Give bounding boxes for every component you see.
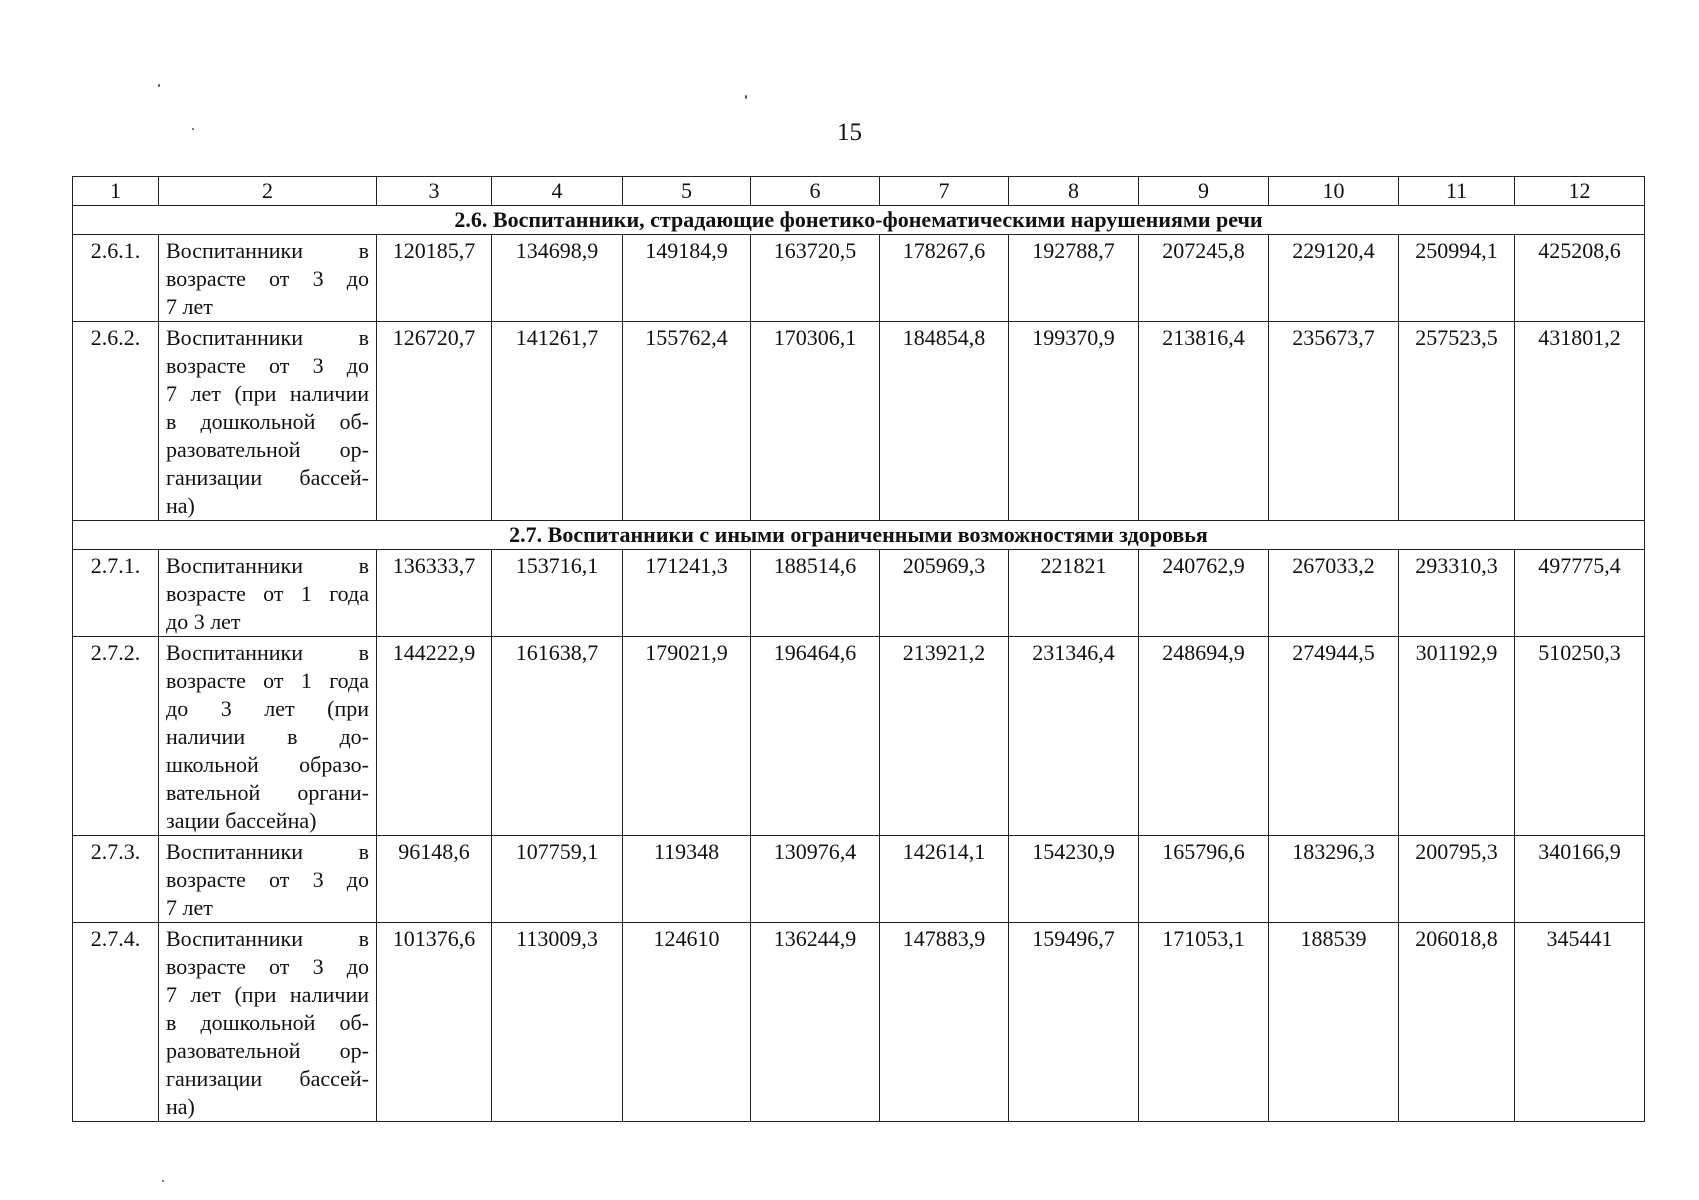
value-cell: 147883,9 <box>880 923 1009 1122</box>
value-cell: 159496,7 <box>1009 923 1139 1122</box>
table-row <box>73 637 1645 836</box>
column-number: 7 <box>880 177 1009 206</box>
row-code: 2.6.2. <box>73 322 159 521</box>
row-description <box>159 836 377 923</box>
value-cell: 154230,9 <box>1009 836 1139 923</box>
scan-speck <box>162 1180 164 1182</box>
value-cell: 235673,7 <box>1269 322 1399 521</box>
scan-speck <box>158 84 160 87</box>
value-cell: 257523,5 <box>1399 322 1515 521</box>
column-number: 10 <box>1269 177 1399 206</box>
value-cell: 120185,7 <box>377 235 492 322</box>
value-cell: 229120,4 <box>1269 235 1399 322</box>
description-line: Воспитанники в <box>166 640 369 665</box>
column-number: 12 <box>1515 177 1645 206</box>
description-line: разовательной ор- <box>166 437 369 462</box>
description-line: вательной органи- <box>166 780 369 805</box>
row-description <box>159 235 377 322</box>
description-line: 7 лет (при наличии <box>166 982 369 1007</box>
description-line: Воспитанники в <box>166 238 369 263</box>
row-code: 2.7.4. <box>73 923 159 1122</box>
description-line: на) <box>166 1094 195 1119</box>
description-line: разовательной ор- <box>166 1038 369 1063</box>
section-header-row <box>73 521 1645 550</box>
value-cell: 183296,3 <box>1269 836 1399 923</box>
value-cell: 205969,3 <box>880 550 1009 637</box>
value-cell: 250994,1 <box>1399 235 1515 322</box>
value-cell: 497775,4 <box>1515 550 1645 637</box>
value-cell: 130976,4 <box>751 836 880 923</box>
description-line: Воспитанники в <box>166 926 369 951</box>
value-cell: 431801,2 <box>1515 322 1645 521</box>
value-cell: 101376,6 <box>377 923 492 1122</box>
row-code: 2.7.1. <box>73 550 159 637</box>
value-cell: 170306,1 <box>751 322 880 521</box>
value-cell: 179021,9 <box>623 637 751 836</box>
description-line: на) <box>166 493 195 518</box>
value-cell: 221821 <box>1009 550 1139 637</box>
table-row <box>73 923 1645 1122</box>
value-cell: 165796,6 <box>1139 836 1269 923</box>
description-line: Воспитанники в <box>166 325 369 350</box>
value-cell: 171241,3 <box>623 550 751 637</box>
section-title: 2.7. Воспитанники с иными ограниченными возможностями здоровья <box>73 521 1645 550</box>
tariff-table <box>72 176 1645 1122</box>
description-line: возрасте от 1 года <box>166 581 369 606</box>
value-cell: 188539 <box>1269 923 1399 1122</box>
column-number: 4 <box>492 177 623 206</box>
value-cell: 144222,9 <box>377 637 492 836</box>
row-description <box>159 637 377 836</box>
value-cell: 345441 <box>1515 923 1645 1122</box>
value-cell: 178267,6 <box>880 235 1009 322</box>
value-cell: 171053,1 <box>1139 923 1269 1122</box>
value-cell: 213816,4 <box>1139 322 1269 521</box>
row-code: 2.7.2. <box>73 637 159 836</box>
value-cell: 188514,6 <box>751 550 880 637</box>
column-number: 11 <box>1399 177 1515 206</box>
value-cell: 119348 <box>623 836 751 923</box>
description-line: возрасте от 3 до <box>166 954 369 979</box>
value-cell: 124610 <box>623 923 751 1122</box>
description-line: школьной образо- <box>166 752 369 777</box>
value-cell: 248694,9 <box>1139 637 1269 836</box>
value-cell: 149184,9 <box>623 235 751 322</box>
column-number: 2 <box>159 177 377 206</box>
value-cell: 153716,1 <box>492 550 623 637</box>
section-header-row <box>73 206 1645 235</box>
table-row <box>73 235 1645 322</box>
row-code: 2.7.3. <box>73 836 159 923</box>
value-cell: 340166,9 <box>1515 836 1645 923</box>
description-line: в дошкольной об- <box>166 409 369 434</box>
description-line: ганизации бассей- <box>166 1066 369 1091</box>
value-cell: 136244,9 <box>751 923 880 1122</box>
value-cell: 196464,6 <box>751 637 880 836</box>
description-line: 7 лет <box>166 895 213 920</box>
column-number: 1 <box>73 177 159 206</box>
description-line: 7 лет <box>166 294 213 319</box>
value-cell: 231346,4 <box>1009 637 1139 836</box>
value-cell: 425208,6 <box>1515 235 1645 322</box>
value-cell: 96148,6 <box>377 836 492 923</box>
row-description <box>159 322 377 521</box>
column-number: 8 <box>1009 177 1139 206</box>
value-cell: 240762,9 <box>1139 550 1269 637</box>
description-line: возрасте от 3 до <box>166 353 369 378</box>
value-cell: 293310,3 <box>1399 550 1515 637</box>
description-line: зации бассейна) <box>166 808 317 833</box>
row-description <box>159 550 377 637</box>
description-line: до 3 лет (при <box>166 696 369 721</box>
value-cell: 192788,7 <box>1009 235 1139 322</box>
table-row <box>73 550 1645 637</box>
value-cell: 301192,9 <box>1399 637 1515 836</box>
value-cell: 267033,2 <box>1269 550 1399 637</box>
value-cell: 107759,1 <box>492 836 623 923</box>
value-cell: 155762,4 <box>623 322 751 521</box>
description-line: возрасте от 1 года <box>166 668 369 693</box>
row-description <box>159 923 377 1122</box>
description-line: в дошкольной об- <box>166 1010 369 1035</box>
table-row <box>73 322 1645 521</box>
value-cell: 163720,5 <box>751 235 880 322</box>
description-line: 7 лет (при наличии <box>166 381 369 406</box>
column-number: 3 <box>377 177 492 206</box>
value-cell: 213921,2 <box>880 637 1009 836</box>
value-cell: 207245,8 <box>1139 235 1269 322</box>
description-line: наличии в до- <box>166 724 369 749</box>
column-number: 5 <box>623 177 751 206</box>
value-cell: 184854,8 <box>880 322 1009 521</box>
description-line: возрасте от 3 до <box>166 867 369 892</box>
value-cell: 134698,9 <box>492 235 623 322</box>
page-number: 15 <box>837 119 862 146</box>
column-number-row <box>73 177 1645 206</box>
description-line: Воспитанники в <box>166 839 369 864</box>
section-title: 2.6. Воспитанники, страдающие фонетико-фонематическими нарушениями речи <box>73 206 1645 235</box>
value-cell: 126720,7 <box>377 322 492 521</box>
description-line: возрасте от 3 до <box>166 266 369 291</box>
scan-speck <box>745 95 747 99</box>
value-cell: 206018,8 <box>1399 923 1515 1122</box>
value-cell: 141261,7 <box>492 322 623 521</box>
value-cell: 136333,7 <box>377 550 492 637</box>
value-cell: 142614,1 <box>880 836 1009 923</box>
description-line: до 3 лет <box>166 609 241 634</box>
column-number: 6 <box>751 177 880 206</box>
value-cell: 200795,3 <box>1399 836 1515 923</box>
value-cell: 510250,3 <box>1515 637 1645 836</box>
value-cell: 113009,3 <box>492 923 623 1122</box>
value-cell: 274944,5 <box>1269 637 1399 836</box>
row-code: 2.6.1. <box>73 235 159 322</box>
value-cell: 161638,7 <box>492 637 623 836</box>
description-line: ганизации бассей- <box>166 465 369 490</box>
table-row <box>73 836 1645 923</box>
description-line: Воспитанники в <box>166 553 369 578</box>
column-number: 9 <box>1139 177 1269 206</box>
value-cell: 199370,9 <box>1009 322 1139 521</box>
